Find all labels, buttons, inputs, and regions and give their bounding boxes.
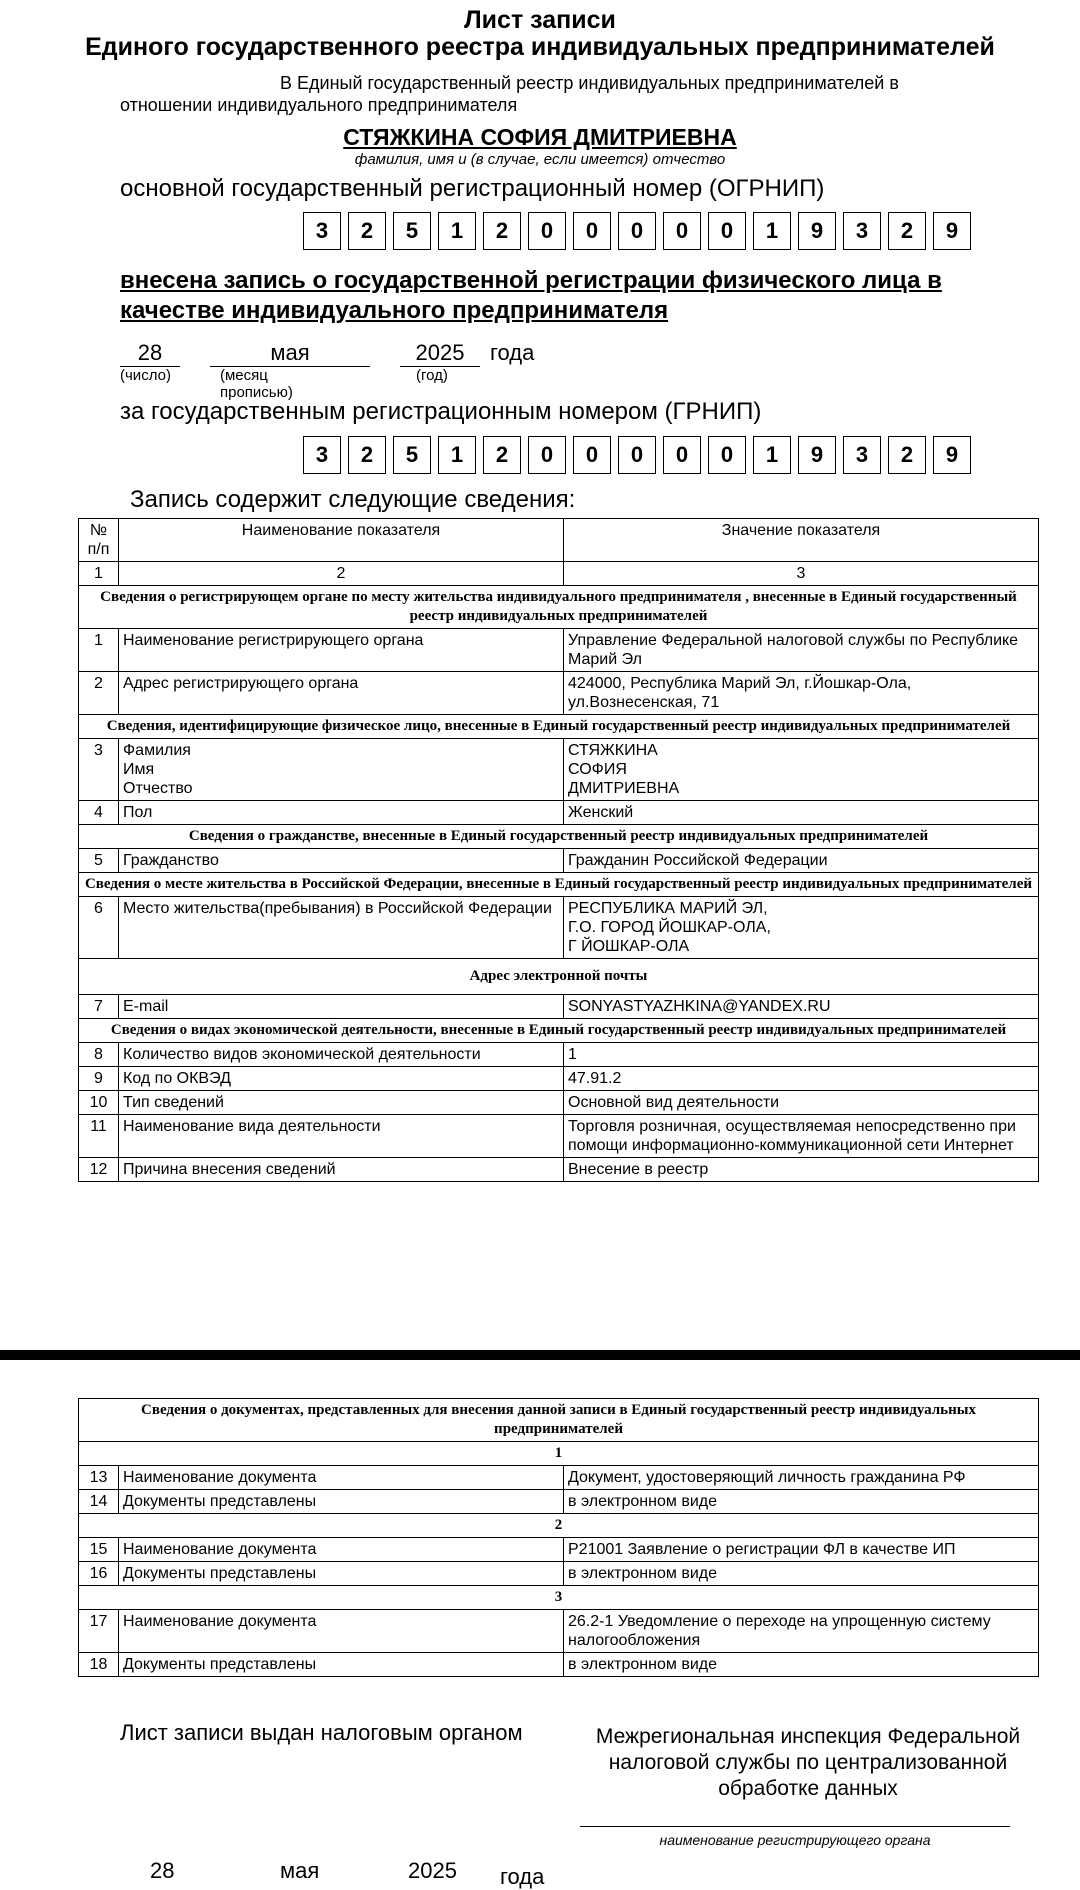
ogrnip-digits	[303, 212, 978, 250]
records-table	[78, 518, 1039, 1182]
row-name: Адрес регистрирующего органа	[119, 672, 564, 715]
row-name: Пол	[119, 801, 564, 825]
grnip-digit: 1	[753, 436, 791, 474]
section-heading: Адрес электронной почты	[79, 959, 1039, 995]
row-value: 424000, Республика Марий Эл, г.Йошкар-Ола, ул.Вознесенская, 71	[564, 672, 1039, 715]
issue-day: 28	[150, 1858, 175, 1883]
section-heading: Сведения о гражданстве, внесенные в Единый государственный реестр индивидуальных предпринимателей	[79, 825, 1039, 849]
row-number: 10	[79, 1091, 119, 1115]
ogrnip-digit: 9	[798, 212, 836, 250]
ogrnip-digit: 0	[573, 212, 611, 250]
row-number: 8	[79, 1043, 119, 1067]
table-row	[79, 629, 1039, 672]
section-heading: Сведения о регистрирующем органе по месту жительства индивидуального предпринимателя , внесенные в Единый государственный реестр индивидуальных предпринимателей	[79, 586, 1039, 629]
index-cell: 2	[119, 562, 564, 586]
row-value: в электронном виде	[564, 1653, 1039, 1677]
row-number: 12	[79, 1158, 119, 1182]
row-name: Наименование регистрирующего органа	[119, 629, 564, 672]
organ-underline	[580, 1826, 1010, 1827]
surname-value: СТЯЖКИНА	[568, 742, 658, 759]
row-number: 16	[79, 1562, 119, 1586]
registration-statement: внесена запись о государственной регистрации физического лица в качестве индивидуального предпринимателя	[120, 267, 942, 324]
table-row	[79, 1538, 1039, 1562]
row-number: 5	[79, 849, 119, 873]
row-value: Р21001 Заявление о регистрации ФЛ в качестве ИП	[564, 1538, 1039, 1562]
document-group-number: 1	[79, 1442, 1039, 1466]
ogrnip-digit: 9	[933, 212, 971, 250]
row-number: 13	[79, 1466, 119, 1490]
table-row	[79, 801, 1039, 825]
date-month: мая	[210, 340, 370, 367]
grnip-digit: 0	[618, 436, 656, 474]
grnip-digit: 2	[348, 436, 386, 474]
ogrnip-digit: 0	[663, 212, 701, 250]
row-value: 1	[564, 1043, 1039, 1067]
row-name: Количество видов экономической деятельности	[119, 1043, 564, 1067]
ogrnip-digit: 0	[708, 212, 746, 250]
row-name: Наименование вида деятельности	[119, 1115, 564, 1158]
row-name: Причина внесения сведений	[119, 1158, 564, 1182]
ogrnip-digit: 1	[753, 212, 791, 250]
ogrnip-digit: 1	[438, 212, 476, 250]
intro-line-1: В Единый государственный реестр индивидуальных предпринимателей в	[280, 73, 899, 93]
date-year-word: года	[490, 340, 535, 365]
row-value: Основной вид деятельности	[564, 1091, 1039, 1115]
grnip-label: за государственным регистрационным номером (ГРНИП)	[120, 398, 762, 425]
row-name: Наименование документа	[119, 1538, 564, 1562]
table-row	[79, 1466, 1039, 1490]
table-row	[79, 1562, 1039, 1586]
row-value: Торговля розничная, осуществляемая непосредственно при помощи информационно-коммуникационной сети Интернет	[564, 1115, 1039, 1158]
table-row	[79, 1067, 1039, 1091]
year-caption: (год)	[416, 367, 448, 384]
row-number: 6	[79, 897, 119, 959]
table-row	[79, 1043, 1039, 1067]
issue-year-word: года	[500, 1864, 545, 1889]
registry-title: Единого государственного реестра индивидуальных предпринимателей	[85, 33, 995, 61]
grnip-digit: 0	[663, 436, 701, 474]
grnip-digit: 0	[528, 436, 566, 474]
col-name-header: Наименование показателя	[119, 519, 564, 562]
row-value: Документ, удостоверяющий личность гражданина РФ	[564, 1466, 1039, 1490]
row-number: 18	[79, 1653, 119, 1677]
ogrnip-digit: 0	[618, 212, 656, 250]
ogrnip-digit: 3	[303, 212, 341, 250]
residence-line: Г ЙОШКАР-ОЛА	[568, 938, 690, 955]
email-value: SONYASTYAZHKINA@YANDEX.RU	[564, 995, 1039, 1019]
ogrnip-label: основной государственный регистрационный номер (ОГРНИП)	[120, 175, 825, 202]
page-divider	[0, 1350, 1080, 1360]
section-heading: Сведения, идентифицирующие физическое лицо, внесенные в Единый государственный реестр индивидуальных предпринимателей	[79, 715, 1039, 739]
entrepreneur-name: СТЯЖКИНА СОФИЯ ДМИТРИЕВНА	[343, 124, 737, 150]
name-caption: фамилия, имя и (в случае, если имеется) отчество	[354, 151, 726, 168]
col-number-header: № п/п	[79, 519, 119, 562]
table-row	[79, 1158, 1039, 1182]
table-row	[79, 672, 1039, 715]
index-cell: 1	[79, 562, 119, 586]
row-number: 9	[79, 1067, 119, 1091]
section-heading: Сведения о месте жительства в Российской Федерации, внесенные в Единый государственный реестр индивидуальных предпринимателей	[79, 873, 1039, 897]
row-number: 17	[79, 1610, 119, 1653]
ogrnip-digit: 2	[888, 212, 926, 250]
table-row	[79, 849, 1039, 873]
ogrnip-digit: 0	[528, 212, 566, 250]
grnip-digit: 2	[483, 436, 521, 474]
row-value	[564, 897, 1039, 959]
organ-caption: наименование регистрирующего органа	[659, 1832, 931, 1848]
row-value: Внесение в реестр	[564, 1158, 1039, 1182]
documents-table	[78, 1398, 1039, 1677]
row-value	[564, 739, 1039, 801]
row-value: Женский	[564, 801, 1039, 825]
row-number: 14	[79, 1490, 119, 1514]
row-value: 47.91.2	[564, 1067, 1039, 1091]
index-cell: 3	[564, 562, 1039, 586]
row-name: Наименование документа	[119, 1466, 564, 1490]
intro-text	[120, 72, 1010, 116]
ogrnip-digit: 2	[483, 212, 521, 250]
patronymic-label: Отчество	[123, 780, 193, 797]
residence-line: Г.О. ГОРОД ЙОШКАР-ОЛА,	[568, 919, 771, 936]
section-heading: Сведения о документах, представленных для внесения данной записи в Единый государственный реестр индивидуальных предпринимателей	[79, 1399, 1039, 1442]
row-name: Тип сведений	[119, 1091, 564, 1115]
table-index-row	[79, 562, 1039, 586]
document-group-number: 2	[79, 1514, 1039, 1538]
row-name: Место жительства(пребывания) в Российской Федерации	[119, 897, 564, 959]
row-number: 4	[79, 801, 119, 825]
issued-by-label: Лист записи выдан налоговым органом	[120, 1720, 523, 1745]
grnip-digit: 1	[438, 436, 476, 474]
row-name: Наименование документа	[119, 1610, 564, 1653]
grnip-digit: 9	[933, 436, 971, 474]
ogrnip-digit: 5	[393, 212, 431, 250]
issue-month: мая	[280, 1858, 320, 1883]
ogrnip-digit: 3	[843, 212, 881, 250]
section-heading: Сведения о видах экономической деятельности, внесенные в Единый государственный реестр индивидуальных предпринимателей	[79, 1019, 1039, 1043]
date-day: 28	[120, 340, 180, 367]
row-name: Документы представлены	[119, 1562, 564, 1586]
row-name: Документы представлены	[119, 1490, 564, 1514]
sheet-title: Лист записи	[464, 6, 616, 34]
grnip-digit: 3	[843, 436, 881, 474]
table-row	[79, 897, 1039, 959]
row-number: 2	[79, 672, 119, 715]
row-value: Управление Федеральной налоговой службы по Республике Марий Эл	[564, 629, 1039, 672]
row-name: E-mail	[119, 995, 564, 1019]
col-value-header: Значение показателя	[564, 519, 1039, 562]
grnip-digit: 5	[393, 436, 431, 474]
row-value: в электронном виде	[564, 1562, 1039, 1586]
grnip-digit: 2	[888, 436, 926, 474]
row-name: Код по ОКВЭД	[119, 1067, 564, 1091]
grnip-digits	[303, 436, 978, 474]
document-group-number: 3	[79, 1586, 1039, 1610]
grnip-digit: 0	[573, 436, 611, 474]
row-number: 11	[79, 1115, 119, 1158]
month-caption: (месяц прописью)	[220, 367, 293, 401]
ogrnip-digit: 2	[348, 212, 386, 250]
table-row	[79, 1091, 1039, 1115]
table-row	[79, 739, 1039, 801]
row-number: 1	[79, 629, 119, 672]
table-row	[79, 1610, 1039, 1653]
row-number: 7	[79, 995, 119, 1019]
row-number: 15	[79, 1538, 119, 1562]
grnip-digit: 9	[798, 436, 836, 474]
first-name-value: СОФИЯ	[568, 761, 627, 778]
row-name: Гражданство	[119, 849, 564, 873]
surname-label: Фамилия	[123, 742, 191, 759]
first-name-label: Имя	[123, 761, 155, 778]
date-year: 2025	[400, 340, 480, 367]
day-caption: (число)	[120, 367, 171, 384]
table-row	[79, 1490, 1039, 1514]
table-row	[79, 995, 1039, 1019]
row-value: в электронном виде	[564, 1490, 1039, 1514]
grnip-digit: 3	[303, 436, 341, 474]
contains-heading: Запись содержит следующие сведения:	[130, 486, 576, 513]
patronymic-value: ДМИТРИЕВНА	[568, 780, 680, 797]
table-row	[79, 1653, 1039, 1677]
issue-year: 2025	[408, 1858, 457, 1883]
table-header-row	[79, 519, 1039, 562]
row-number: 3	[79, 739, 119, 801]
row-value: Гражданин Российской Федерации	[564, 849, 1039, 873]
grnip-digit: 0	[708, 436, 746, 474]
issuing-organ-name: Межрегиональная инспекция Федеральной налоговой службы по централизованной обработке данных	[595, 1725, 1021, 1800]
residence-line: РЕСПУБЛИКА МАРИЙ ЭЛ,	[568, 900, 768, 917]
row-value: 26.2-1 Уведомление о переходе на упрощенную систему налогообложения	[564, 1610, 1039, 1653]
intro-line-2: отношении индивидуального предпринимателя	[120, 95, 518, 115]
row-name	[119, 739, 564, 801]
table-row	[79, 1115, 1039, 1158]
row-name: Документы представлены	[119, 1653, 564, 1677]
